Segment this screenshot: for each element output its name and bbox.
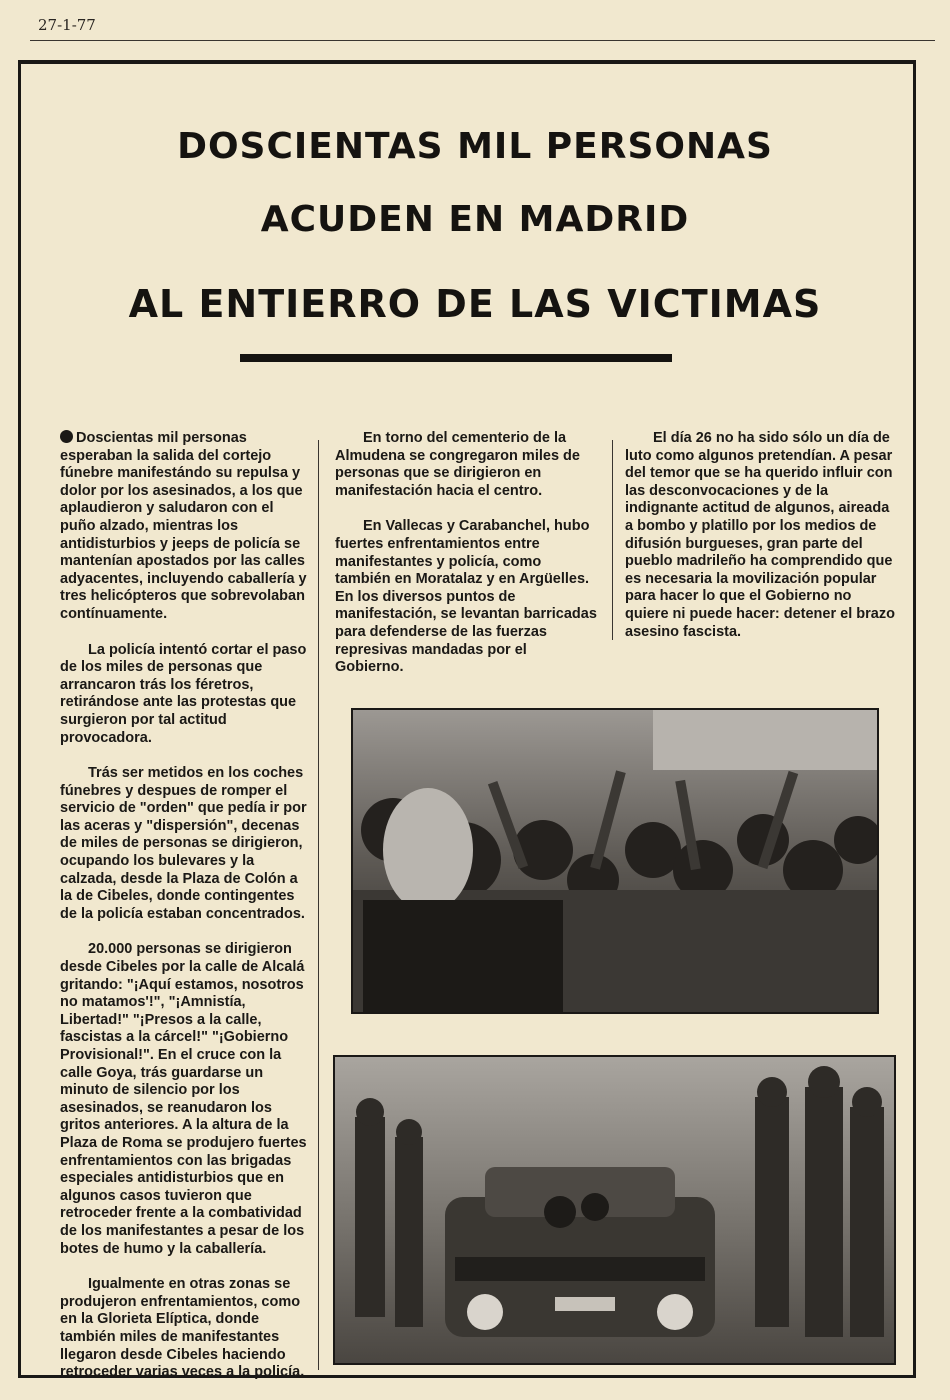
headline-rule [240,354,672,362]
paragraph: 20.000 personas se dirigieron desde Cibeles por la calle de Alcalá gritando: "¡Aquí estamos, nosotros no matamos'!", "¡Amnistía, Libertad!" "¡Presos a la calle, fascistas a la cárcel!" "¡Gobierno Provisional!". En el cruce con la calle Goya, trás guardarse un minuto de silencio por los asesinados, se reanudaron los gritos anteriores. A la altura de la Plaza de Roma se produjero fuertes enfrentamientos con las brigadas especiales antidisturbios que en algunos casos tuvieron que retroceder frente a la combatividad de los manifestantes a pesar de los botes de humo y la caballería. [60,941,307,1257]
bullet-icon [60,430,73,443]
page-date: 27-1-77 [38,16,96,34]
crowd-photo-art [353,710,877,1012]
article-column-left [60,430,310,1400]
paragraph: Igualmente en otras zonas se produjeron enfrentamientos, como en la Glorieta Elíptica, donde también miles de manifestantes llegaron desde Cibeles haciendo retroceder varias veces a la policía. [60,1276,305,1381]
paragraph: En torno del cementerio de la Almudena se congregaron miles de personas que se dirigieron en manifestación hacia el centro. [335,430,580,499]
article-column-right [625,430,895,659]
column-divider-right [612,440,613,640]
article-column-middle [335,430,597,695]
paragraph: Trás ser metidos en los coches fúnebres y despues de romper el servicio de "orden" que pedía ir por las aceras y "dispersión", decenas de miles de personas se dirigieron, ocupando los bulevares y la calzada, desde la Plaza de Colón a la de Cibeles, donde contingentes de la policía estaban concentrados. [60,765,307,922]
paragraph: Doscientas mil personas esperaban la salida del cortejo fúnebre manifestándo su repulsa y dolor por los asesinados, a los que aplaudieron y saludaron con el puño alzado, mientras los antidisturbios y jeeps de policía se mantenían apostados por las calles adyacentes, incluyendo caballería y tres helicópteros que sobrevolaban contínuamente. [60,430,307,622]
top-divider [30,40,935,41]
paragraph: La policía intentó cortar el paso de los miles de personas que arrancaron trás los féretros, retirándose ante las protestas que surgieron por tal actitud provocadora. [60,641,307,746]
funeral-car-photo-icon [333,1055,896,1365]
crowd-photo-icon [351,708,879,1014]
headline-line-1: DOSCIENTAS MIL PERSONAS [177,126,773,167]
funeral-car-photo-art [335,1057,894,1363]
column-divider-left [318,440,319,1370]
paragraph: El día 26 no ha sido sólo un día de luto como algunos pretendían. A pesar del temor que se ha querido influir con las desconvocaciones y de la indignante actitud de algunos, aireada a bombo y platillo por los medios de difusión burgueses, gran parte del pueblo madrileño ha comprendido que es necesaria la movilización popular para hacer lo que el Gobierno no quiere ni puede hacer: detener el brazo asesino fascista. [625,430,895,640]
headline-line-2: ACUDEN EN MADRID [260,199,690,240]
headline-line-3: AL ENTIERRO DE LAS VICTIMAS [128,282,822,326]
paragraph: En Vallecas y Carabanchel, hubo fuertes enfrentamientos entre manifestantes y policía, como también en Moratalaz y en Argüelles. En los diversos puntos de manifestación, se levantan barricadas para defenderse de las fuerzas represivas mandadas por el Gobierno. [335,518,597,676]
